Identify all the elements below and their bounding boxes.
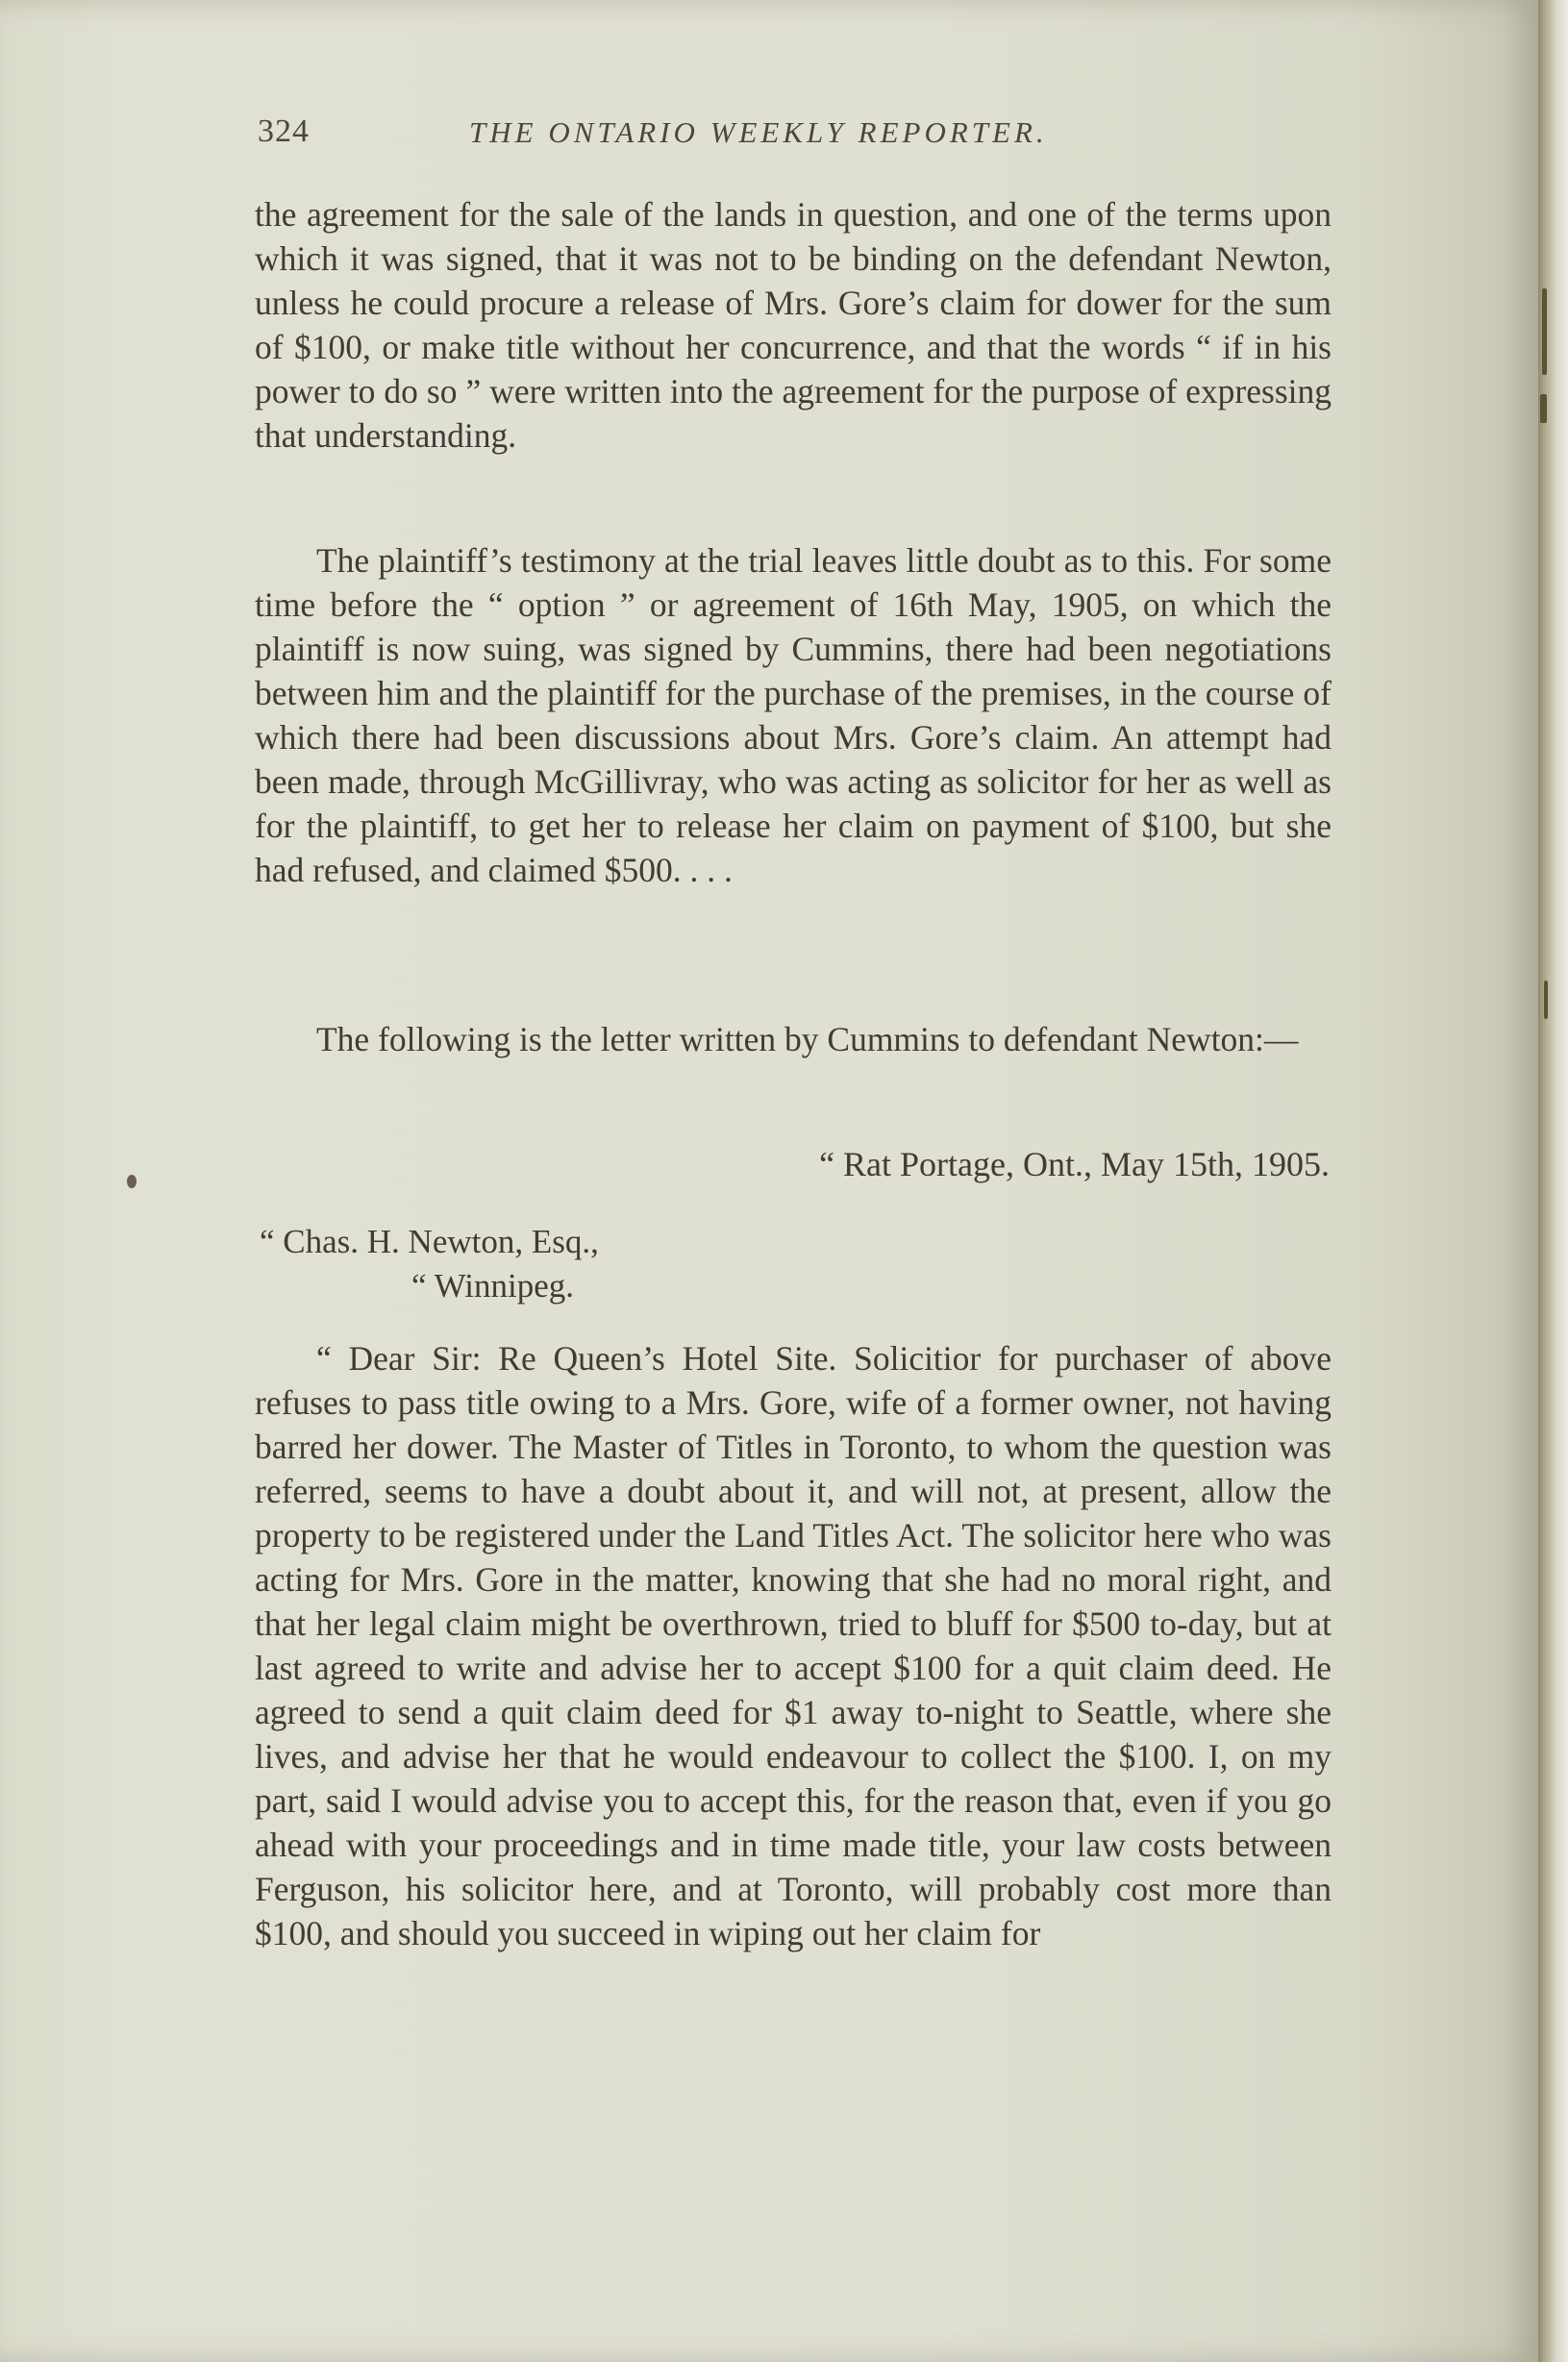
edge-stain — [1542, 288, 1547, 375]
page-number: 324 — [258, 113, 310, 149]
letter-addressee-city: “ Winnipeg. — [411, 1267, 575, 1305]
running-title: THE ONTARIO WEEKLY REPORTER. — [469, 115, 1048, 149]
paragraph-continuation: the agreement for the sale of the lands in question, and one of the terms upon which it was signed, that it was not to be binding on the defendant Newton, unless he could procure a release of Mrs. Gore’s claim for dower for the sum of $100, or make title without her concurrence, and that the words “ if in his power to do so ” were written into the agreement for the purpose of expressing that understanding. — [255, 195, 1332, 455]
letter-body: “ Dear Sir: Re Queen’s Hotel Site. Solicitior for purchaser of above refuses to pass title owing to a Mrs. Gore, wife of a former owner, not having barred her dower. The Master of Titles in Toronto, to whom the question was referred, seems to have a doubt about it, and will not, at present, allow the property to be registered under the Land Titles Act. The solicitor here who was acting for Mrs. Gore in the matter, knowing that she had no moral right, and that her legal claim might be overthrown, tried to bluff for $500 to-day, but at last agreed to write and advise her to accept $100 for a quit claim deed. He agreed to send a quit claim deed for $1 away to-night to Seattle, where she lives, and advise her that he would endeavour to collect the $100. I, on my part, said I would advise you to accept this, for the reason that, even if you go ahead with your proceedings and in time made title, your law costs between Ferguson, his solicitor here, and at Toronto, will probably cost more than $100, and should you succeed in wiping out her claim for — [255, 1339, 1332, 1952]
ink-blot — [127, 1175, 137, 1188]
paragraph-testimony: The plaintiff’s testimony at the trial leaves little doubt as to this. For some time before the “ option ” or agreement of 16th May, 1905, on which the plaintiff is now suing, was signed by Cummins, there had been negotiations between him and the plaintiff for the purchase of the premises, in the course of which there had been discussions about Mrs. Gore’s claim. An attempt had been made, through McGillivray, who was acting as solicitor for her as well as for the plaintiff, to get her to release her claim on payment of $100, but she had refused, and claimed $500. . . . — [255, 541, 1332, 889]
letter-addressee-name: “ Chas. H. Newton, Esq., — [260, 1223, 599, 1260]
edge-stain — [1540, 394, 1547, 423]
letter-dateline: “ Rat Portage, Ont., May 15th, 1905. — [819, 1145, 1330, 1183]
paragraph-letter-intro: The following is the letter written by Cummins to defendant Newton:— — [316, 1020, 1299, 1058]
edge-stain — [1544, 981, 1548, 1019]
running-header — [258, 113, 1325, 162]
page-edge — [1538, 0, 1568, 2362]
